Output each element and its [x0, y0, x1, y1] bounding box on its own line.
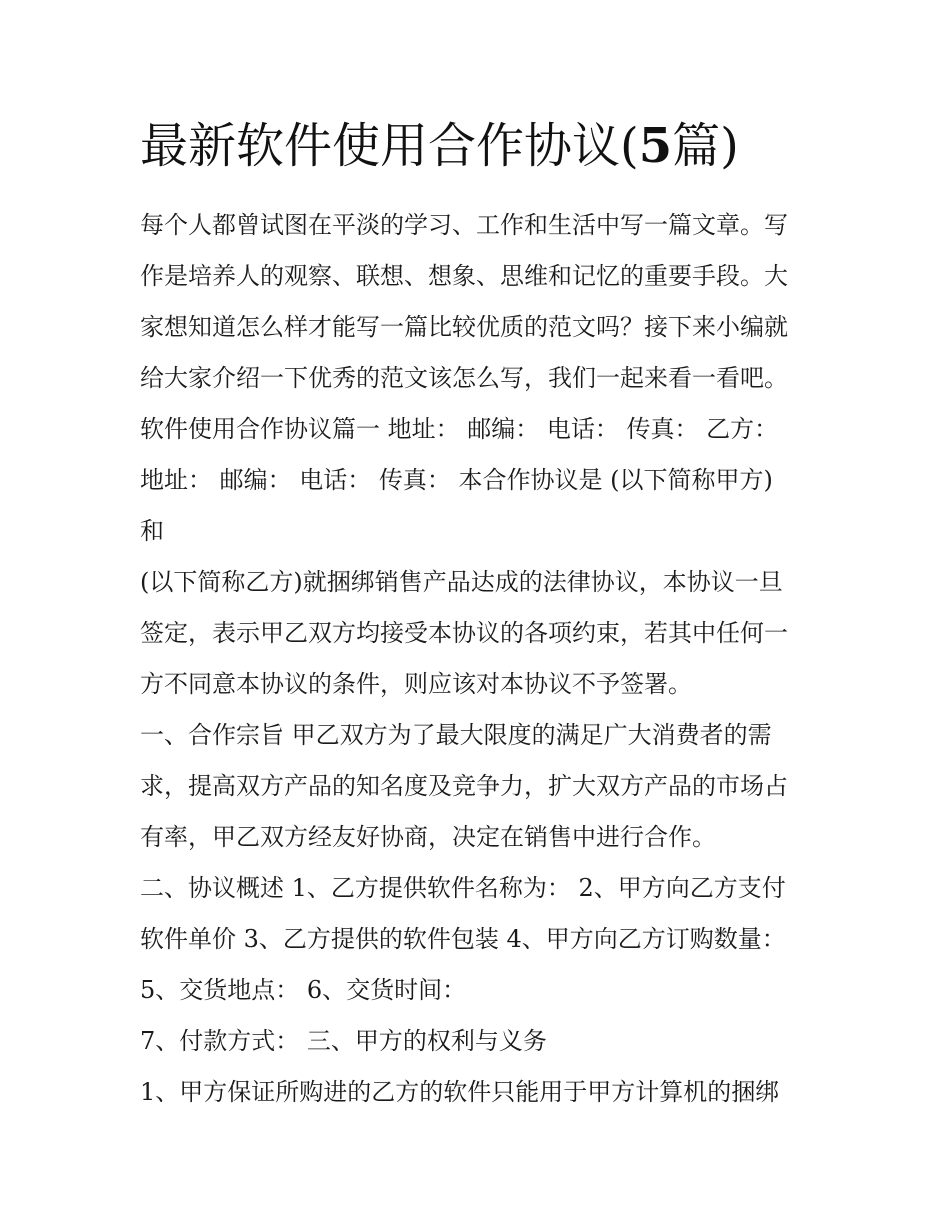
text-line: 给大家介绍一下优秀的范文该怎么写，我们一起来看一看吧。: [140, 364, 788, 392]
text-line: 和: [140, 517, 164, 545]
text-line: (以下简称乙方)就捆绑销售产品达成的法律协议，本协议一旦: [140, 568, 783, 596]
text-line: 一、合作宗旨 甲乙双方为了最大限度的满足广大消费者的需: [140, 721, 772, 749]
title-suffix: 篇): [672, 118, 739, 174]
document-body: [140, 200, 820, 1118]
text-line: 5、交货地点： 6、交货时间：: [140, 976, 467, 1004]
text-line: 软件使用合作协议篇一 地址： 邮编： 电话： 传真： 乙方：: [140, 415, 779, 443]
title-main: 最新软件使用合作协议: [140, 118, 621, 174]
text-line: 签定，表示甲乙双方均接受本协议的各项约束，若其中任何一: [140, 619, 788, 647]
text-line: 家想知道怎么样才能写一篇比较优质的范文吗？接下来小编就: [140, 313, 788, 341]
text-line: 地址： 邮编： 电话： 传真： 本合作协议是 (以下简称甲方): [140, 466, 773, 494]
text-line: 1、甲方保证所购进的乙方的软件只能用于甲方计算机的捆绑: [140, 1078, 780, 1106]
document-title: [140, 114, 739, 178]
text-line: 作是培养人的观察、联想、想象、思维和记忆的重要手段。大: [140, 262, 788, 290]
text-line: 7、付款方式： 三、甲方的权利与义务: [140, 1027, 547, 1055]
title-number: 5: [638, 118, 673, 174]
text-line: 有率，甲乙双方经友好协商，决定在销售中进行合作。: [140, 823, 716, 851]
title-paren-open: (: [620, 118, 639, 174]
text-line: 二、协议概述 1、乙方提供软件名称为： 2、甲方向乙方支付: [140, 874, 786, 902]
text-line: 方不同意本协议的条件，则应该对本协议不予签署。: [140, 670, 692, 698]
text-line: 求，提高双方产品的知名度及竞争力，扩大双方产品的市场占: [140, 772, 788, 800]
text-line: 软件单价 3、乙方提供的软件包装 4、甲方向乙方订购数量：: [140, 925, 786, 953]
text-line: 每个人都曾试图在平淡的学习、工作和生活中写一篇文章。写: [140, 211, 788, 239]
